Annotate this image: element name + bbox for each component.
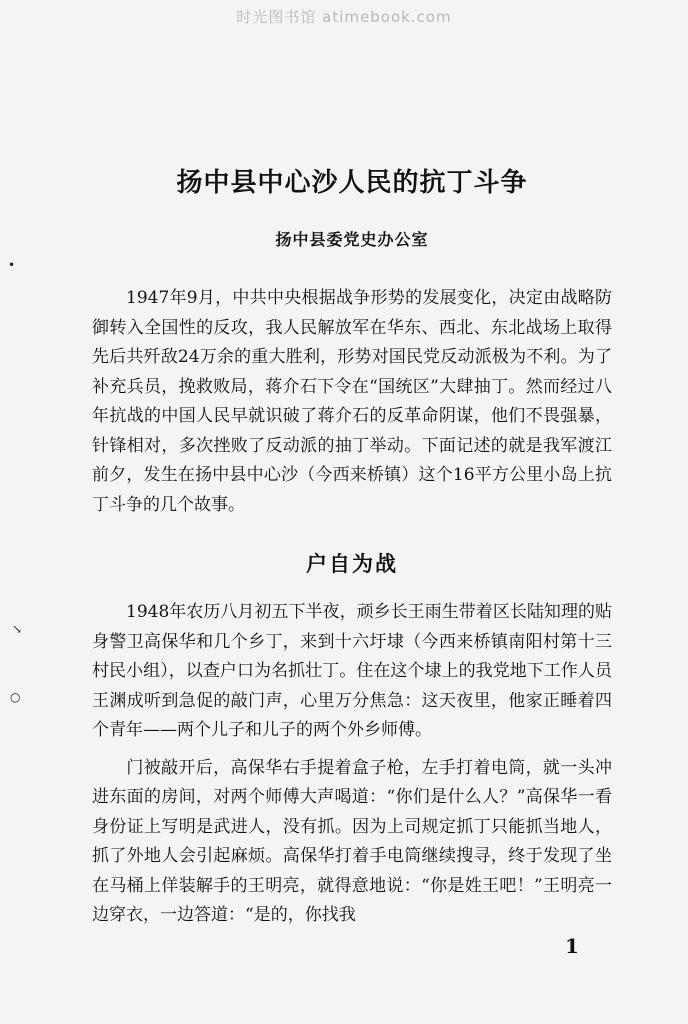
intro-paragraph-text: 1947年9月，中共中央根据战争形势的发展变化，决定由战略防御转入全国性的反攻，我人民解放军在华东、西北、东北战场上取得先后共歼敌24万余的重大胜利，形势对国民党反动派极为不利。为了补充兵员，挽救败局，蒋介石下令在“国统区”大肆抽丁。然而经过八年抗战的中国人民早就识破了蒋介石的反革命阴谋，他们不畏强暴，针锋相对，多次挫败了反动派的抽丁举动。下面记述的就是我军渡江前夕，发生在扬中县中心沙（今西来桥镇）这个16平方公里小岛上抗丁斗争的几个故事。: [92, 288, 612, 515]
section-paragraph: [92, 754, 612, 931]
document-page: [92, 150, 612, 931]
section-paragraph: [92, 598, 612, 746]
watermark: 时光图书馆 atimebook.com: [236, 8, 452, 26]
section-paragraph-text-2: 门被敲开后，高保华右手提着盒子枪，左手打着电筒，就一头冲进东面的房间，对两个师傅大声喝道：“你们是什么人？”高保华一看身份证上写明是武进人，没有抓。因为上司规定抓丁只能抓当地人，抓了外地人会引起麻烦。高保华打着手电筒继续搜寻，终于发现了坐在马桶上佯装解手的王明亮，就得意地说：“你是姓王吧！”王明亮一边穿衣，一边答道：“是的，你找我: [92, 757, 612, 925]
section-heading: 户自为战: [306, 551, 398, 576]
scan-hole-mark: ○: [10, 690, 21, 704]
section-paragraph-text-1: 1948年农历八月初五下半夜，顽乡长王雨生带着区长陆知理的贴身警卫高保华和几个乡丁，来到十六圩埭（今西来桥镇南阳村第十三村民小组），以查户口为名抓壮丁。住在这个埭上的我党地下工作人员王渊成听到急促的敲门声，心里万分焦急：这天夜里，他家正睡着四个青年——两个儿子和儿子的两个外乡师傅。: [92, 602, 612, 740]
scan-tick-mark: ↘: [12, 622, 23, 636]
article-title: 扬中县中心沙人民的抗丁斗争: [176, 168, 528, 198]
scan-dot-mark: •: [8, 258, 16, 272]
intro-paragraph: [92, 284, 612, 520]
article-author: 扬中县委党史办公室: [275, 230, 429, 249]
page-number: 1: [565, 934, 579, 958]
